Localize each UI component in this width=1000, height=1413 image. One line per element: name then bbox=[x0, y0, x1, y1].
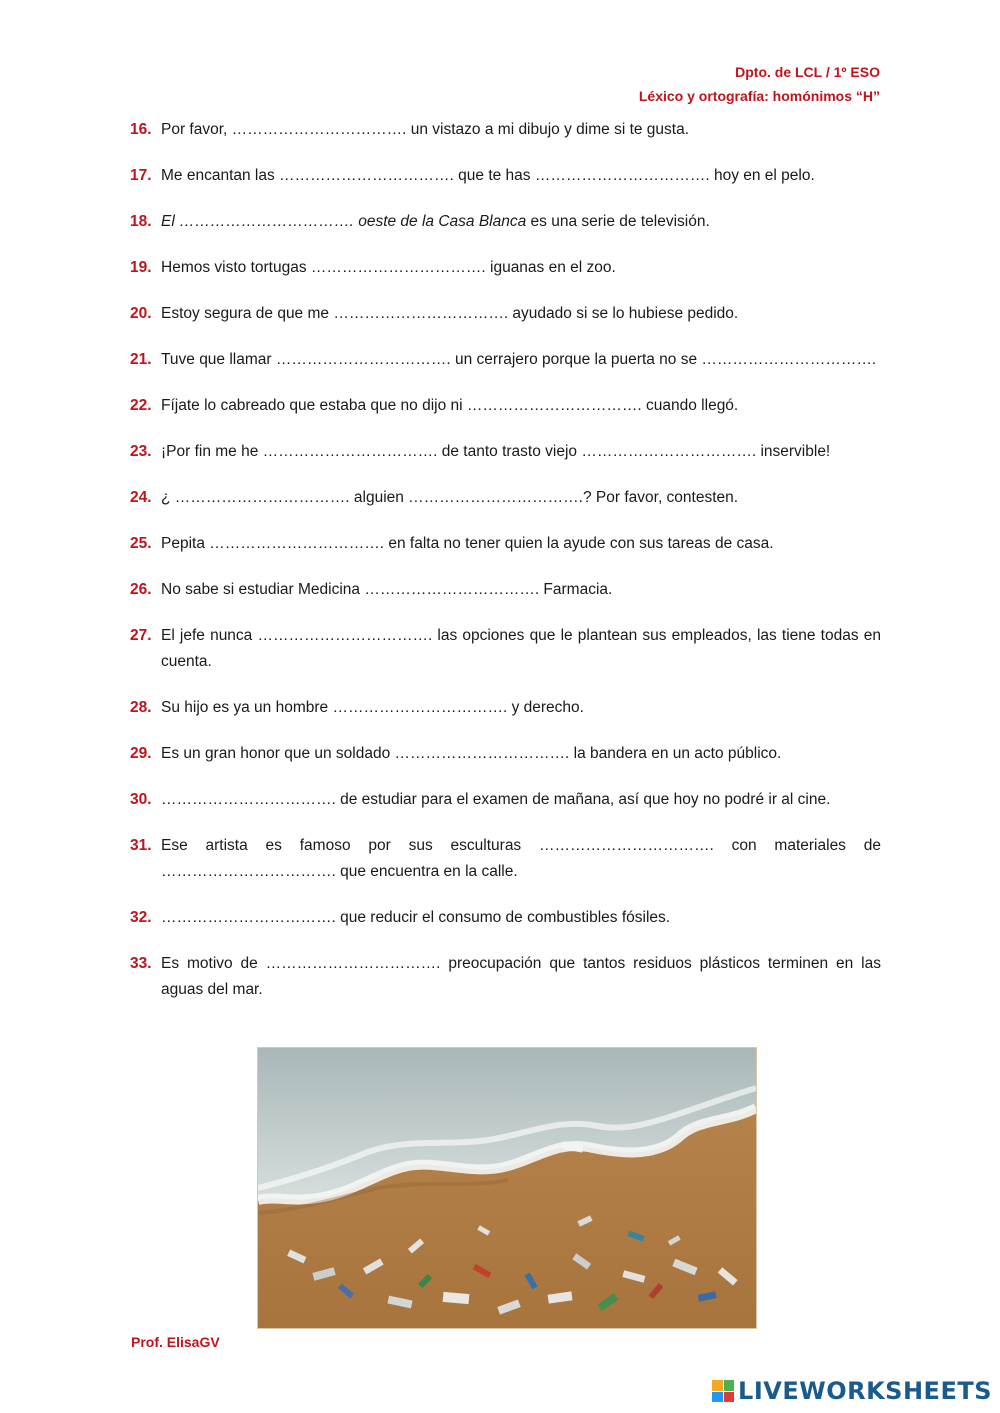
beach-illustration bbox=[258, 1048, 756, 1328]
exercise-text: ¡Por fin me he ……………………………. de tanto trasto viejo ……………………………. inservible! bbox=[161, 443, 831, 460]
exercise-text: ¿ ……………………………. alguien …………………………….? Por favor, contesten. bbox=[161, 489, 739, 506]
exercise-text-line1: Ese artista es famoso por sus esculturas ……………………………. con materiales de bbox=[161, 837, 881, 854]
exercise-text: Estoy segura de que me ……………………………. ayudado si se lo hubiese pedido. bbox=[161, 305, 739, 322]
exercise-32 bbox=[130, 905, 881, 931]
exercise-text: Su hijo es ya un hombre ……………………………. y derecho. bbox=[161, 699, 584, 716]
exercise-number: 31. bbox=[130, 837, 152, 854]
exercise-text: Pepita ……………………………. en falta no tener quien la ayude con sus tareas de casa. bbox=[161, 535, 774, 552]
exercise-number: 23. bbox=[130, 443, 152, 460]
author-credit: Prof. ElisaGV bbox=[131, 1334, 220, 1350]
liveworksheets-wordmark: LIVEWORKSHEETS bbox=[738, 1377, 992, 1405]
exercise-number: 22. bbox=[130, 397, 152, 414]
header-topic: Léxico y ortografía: homónimos “H” bbox=[638, 88, 880, 104]
exercise-23 bbox=[130, 439, 881, 465]
exercise-number: 19. bbox=[130, 259, 152, 276]
exercise-21 bbox=[130, 347, 881, 373]
exercise-26 bbox=[130, 577, 881, 603]
exercise-17 bbox=[130, 163, 881, 189]
exercise-number: 28. bbox=[130, 699, 152, 716]
exercise-text-rest: es una serie de televisión. bbox=[526, 213, 710, 230]
exercise-text-line2: ……………………………. que encuentra en la calle. bbox=[161, 863, 518, 880]
exercise-text bbox=[161, 833, 881, 885]
exercise-number: 32. bbox=[130, 909, 152, 926]
exercise-number: 20. bbox=[130, 305, 152, 322]
exercise-27 bbox=[130, 623, 881, 675]
exercise-number: 17. bbox=[130, 167, 152, 184]
exercise-number: 27. bbox=[130, 627, 152, 644]
beach-plastic-photo bbox=[257, 1047, 757, 1329]
exercise-25 bbox=[130, 531, 881, 557]
exercise-19 bbox=[130, 255, 881, 281]
exercise-text: ……………………………. que reducir el consumo de combustibles fósiles. bbox=[161, 909, 671, 926]
exercise-24 bbox=[130, 485, 881, 511]
exercise-text: Tuve que llamar ……………………………. un cerrajero porque la puerta no se ……………………………. bbox=[161, 351, 877, 368]
exercise-number: 24. bbox=[130, 489, 152, 506]
exercise-number: 18. bbox=[130, 213, 152, 230]
exercise-33 bbox=[130, 951, 881, 1003]
exercise-text: Es motivo de ……………………………. preocupación que tantos residuos plásticos terminen en las aguas del mar. bbox=[161, 955, 881, 998]
exercise-italic-title: El ……………………………. oeste de la Casa Blanca bbox=[161, 213, 527, 230]
exercise-text: Es un gran honor que un soldado ……………………………. la bandera en un acto público. bbox=[161, 745, 782, 762]
exercise-number: 29. bbox=[130, 745, 152, 762]
exercise-text bbox=[161, 209, 881, 235]
exercise-28 bbox=[130, 695, 881, 721]
exercise-number: 25. bbox=[130, 535, 152, 552]
exercise-18 bbox=[130, 209, 881, 235]
exercise-31 bbox=[130, 833, 881, 885]
exercise-30 bbox=[130, 787, 881, 813]
exercise-number: 16. bbox=[130, 121, 152, 138]
exercise-20 bbox=[130, 301, 881, 327]
exercise-number: 30. bbox=[130, 791, 152, 808]
liveworksheets-brand[interactable] bbox=[712, 1377, 992, 1405]
document-header bbox=[639, 60, 880, 108]
exercise-text: Me encantan las ……………………………. que te has ……………………………. hoy en el pelo. bbox=[161, 167, 815, 184]
exercise-number: 33. bbox=[130, 955, 152, 972]
exercise-text: Por favor, ……………………………. un vistazo a mi dibujo y dime si te gusta. bbox=[161, 121, 690, 138]
exercise-number: 26. bbox=[130, 581, 152, 598]
liveworksheets-logo-icon bbox=[712, 1380, 734, 1402]
exercise-number: 21. bbox=[130, 351, 152, 368]
exercise-list bbox=[130, 117, 881, 1023]
exercise-29 bbox=[130, 741, 881, 767]
header-department: Dpto. de LCL / 1º ESO bbox=[735, 64, 880, 80]
exercise-text: Fíjate lo cabreado que estaba que no dijo ni ……………………………. cuando llegó. bbox=[161, 397, 739, 414]
exercise-text: Hemos visto tortugas ……………………………. iguanas en el zoo. bbox=[161, 259, 616, 276]
exercise-text: No sabe si estudiar Medicina ……………………………. Farmacia. bbox=[161, 581, 613, 598]
exercise-22 bbox=[130, 393, 881, 419]
exercise-text: ……………………………. de estudiar para el examen de mañana, así que hoy no podré ir al cine. bbox=[161, 791, 831, 808]
exercise-text: El jefe nunca ……………………………. las opciones que le plantean sus empleados, las tiene todas en cuenta. bbox=[161, 627, 881, 670]
exercise-16 bbox=[130, 117, 881, 143]
